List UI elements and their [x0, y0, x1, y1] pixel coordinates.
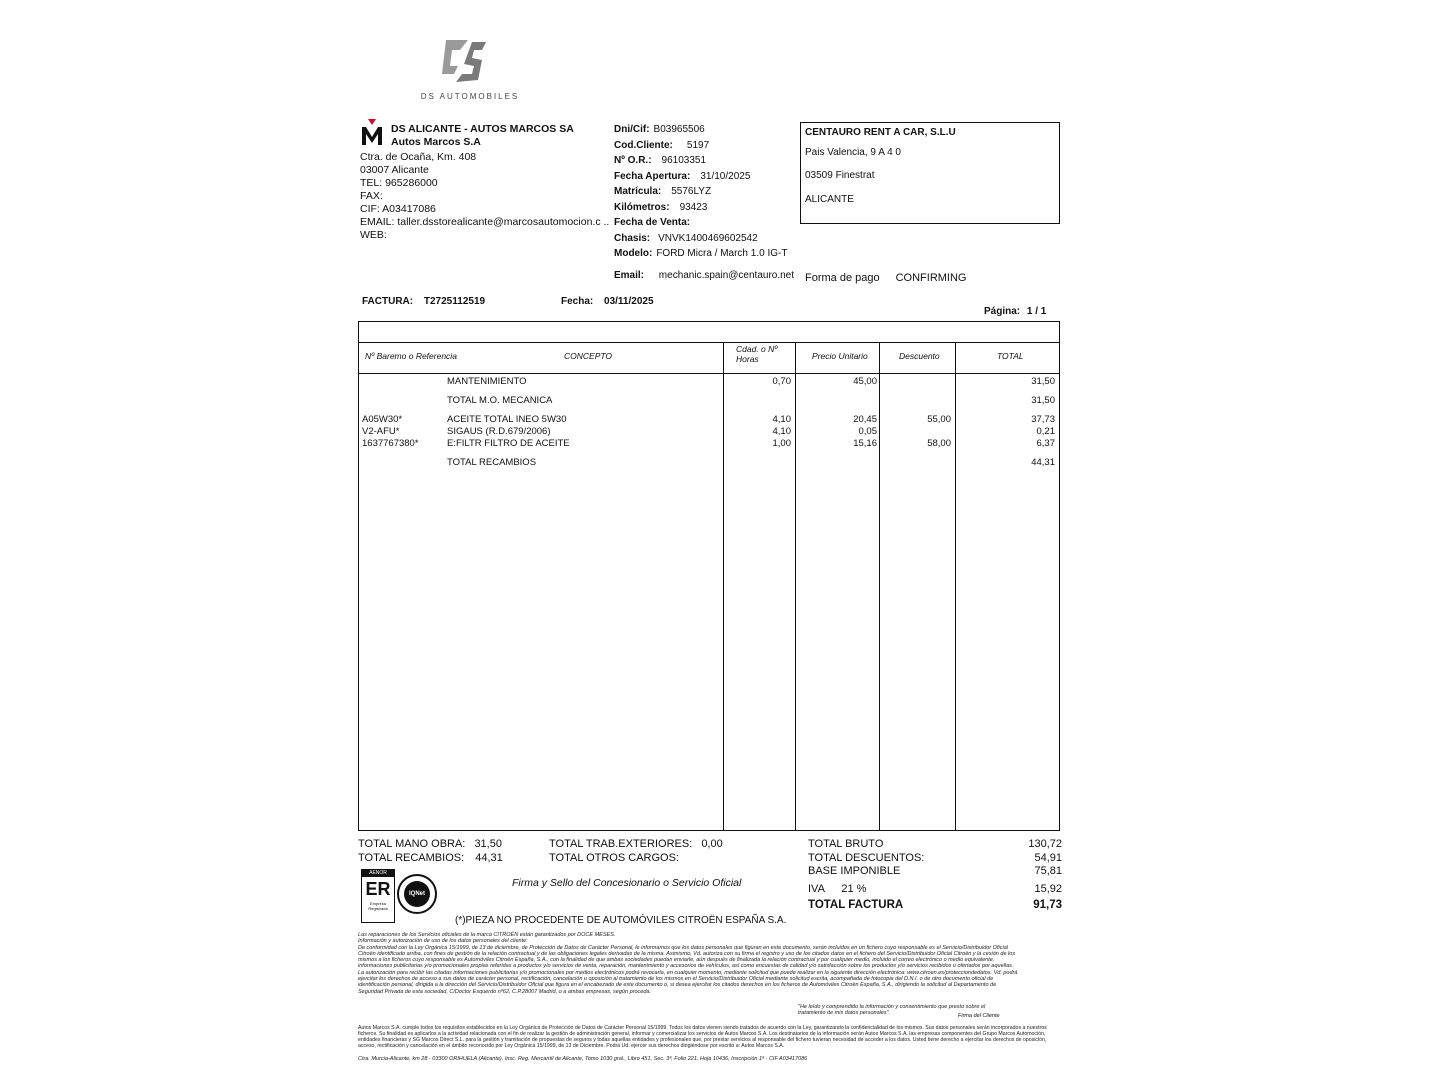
invoice-number — [362, 296, 485, 307]
table-col-divider — [955, 342, 956, 830]
chasis-value: VNVK1400469602542 — [658, 232, 758, 244]
dealer-subname: Autos Marcos S.A — [391, 136, 481, 148]
brand-logo-text: DS AUTOMOBILES — [420, 92, 520, 101]
dealer-tel: TEL: 965286000 — [360, 177, 438, 189]
row-cdad: 0,70 — [772, 376, 791, 387]
client-email-value: mechanic.spain@centauro.net — [658, 270, 795, 281]
payment-value: CONFIRMING — [895, 272, 967, 284]
iqnet-label: IQNet — [404, 881, 430, 907]
kilometros-label: Kilómetros: — [614, 201, 670, 213]
aenor-er-certificate — [361, 869, 395, 923]
matricula-label: Matrícula: — [614, 186, 662, 197]
fecha-apertura-value: 31/10/2025 — [700, 170, 751, 182]
row-concepto: TOTAL M.O. MECANICA — [447, 395, 553, 406]
row-precio: 45,00 — [853, 376, 877, 387]
modelo-value: FORD Micra / March 1.0 IG-T — [656, 248, 788, 259]
row-ref: 1637767380* — [362, 438, 419, 449]
matricula-value: 5576LYZ — [671, 186, 712, 197]
client-email-label: Email: — [614, 270, 645, 281]
aenor-label: AENOR — [362, 870, 394, 877]
fecha-venta-label: Fecha de Venta: — [614, 217, 691, 228]
row-total: 31,50 — [1031, 395, 1055, 406]
row-total: 37,73 — [1031, 414, 1055, 425]
fecha-apertura-label: Fecha Apertura: — [614, 170, 691, 182]
iva-label — [808, 883, 866, 895]
row-cdad: 1,00 — [772, 438, 791, 449]
client-line2: 03509 Finestrat — [805, 170, 875, 181]
pieza-note: (*)PIEZA NO PROCEDENTE DE AUTOMÓVILES CITROËN ESPAÑA S.A. — [455, 915, 787, 926]
row-concepto: SIGAUS (R.D.679/2006) — [447, 426, 551, 437]
mano-obra-label: TOTAL MANO OBRA: — [358, 838, 466, 850]
client-address-box — [800, 122, 1060, 224]
chasis-label: Chasis: — [614, 232, 651, 244]
header-concepto: CONCEPTO — [564, 351, 613, 361]
row-concepto: ACEITE TOTAL INEO 5W30 — [447, 414, 567, 425]
row-descuento: 55,00 — [927, 414, 951, 425]
client-email-row — [614, 270, 794, 281]
legal-warranty: Las reparaciones de los Servicios oficiales de la marca CITROËN están garantizados por DOCE MESES. — [358, 932, 616, 938]
total-factura-value: 91,73 — [1033, 899, 1062, 911]
row-precio: 0,05 — [858, 426, 877, 437]
iva-percent: 21 % — [841, 883, 867, 895]
recambios-label: TOTAL RECAMBIOS: — [358, 852, 465, 864]
dealer-address2: 03007 Alicante — [360, 164, 429, 176]
iva-text: IVA — [808, 883, 825, 895]
table-divider — [359, 342, 1059, 343]
pagina-value: 1 / 1 — [1026, 306, 1047, 317]
header-precio: Precio Unitario — [812, 351, 868, 361]
row-total: 31,50 — [1031, 376, 1055, 387]
legal-data-protection: Autos Marcos S.A. cumple todos los requisitos establecidos en la Ley Orgánica de Protección de Datos de Carácter Personal 15/1999. Todos los datos vienen siendo tratados de acuerdo con la Ley, garantizando la confidencialidad de los mismos. Sus datos personales serán incorporados a nuestros ficheros. Su finalidad es aplicarlos a la actividad relacionada con el fin de realizar la gestión de administración general, informar y comercializar los servicios de Autos Marcos S.A. Los destinatarios de la información serán Autos Marcos S.A. las empresas componentes del Grupo Marcos Automoción, entidades financieras y SG Marcos Direct S.L. para la gestión y tramitación de propuestas de seguros y todas aquellas entidades y profesionales que, por prestar servicios al responsable del fichero tuvieran necesidad de acceder a los datos. Usted tiene derecho a ejercitar los derechos de oposición, acceso, rectificación y cancelación en el ámbito reconocido por Ley Orgánica 15/1999, de 13 de Diciembre. Podrá Ud. ejercer sus derechos dirigiéndose por escrito a: Autos Marcos S.A. — [358, 1025, 1047, 1049]
total-descuentos-label: TOTAL DESCUENTOS: — [808, 852, 925, 864]
total-trab-exteriores — [549, 838, 723, 850]
modelo-label: Modelo: — [614, 248, 653, 259]
firma-cliente-label: Firma del Cliente — [958, 1013, 1000, 1019]
legal-footer: Ctra. Murcia-Alicante, km 28 · 03300 ORIHUELA (Alicante). Insc. Reg. Mercantil de Alicante, Tomo 1030 gral., Libro 451, Sec. 3ª, Folio 221, Hoja 10436, Inscripción 1ª · CIF A03417086 — [358, 1056, 808, 1062]
total-recambios — [358, 852, 503, 864]
row-total: 0,21 — [1036, 426, 1055, 437]
client-line3: ALICANTE — [805, 194, 854, 205]
dni-value: B03965506 — [653, 124, 705, 135]
factura-value: T2725112519 — [423, 296, 486, 307]
table-col-divider — [879, 342, 880, 830]
legal-consent: "He leído y comprendido la información y consentimiento que presto sobre el tratamiento de mis datos personales". — [798, 1004, 986, 1017]
fecha-label: Fecha: — [561, 296, 594, 307]
row-ref: A05W30* — [362, 414, 403, 425]
total-descuentos-value: 54,91 — [1034, 852, 1062, 864]
base-imponible-value: 75,81 — [1034, 865, 1062, 877]
er-mark: ER — [365, 879, 391, 899]
kilometros-value: 93423 — [679, 201, 708, 213]
er-subtext: Empresa Registrada — [368, 901, 388, 911]
invoice-table — [358, 321, 1060, 831]
total-bruto-label: TOTAL BRUTO — [808, 838, 884, 850]
row-concepto: E:FILTR FILTRO DE ACEITE — [447, 438, 570, 449]
dealer-contact — [360, 151, 609, 242]
legal-heading: Información y autorización de uso de los datos personales del cliente: — [358, 938, 528, 945]
iva-value: 15,92 — [1034, 883, 1062, 895]
header-descuento: Descuento — [899, 351, 940, 361]
client-name: CENTAURO RENT A CAR, S.L.U — [805, 127, 956, 138]
row-ref: V2-AFU* — [362, 426, 400, 437]
row-concepto: TOTAL RECAMBIOS — [447, 457, 537, 468]
total-mano-obra — [358, 838, 502, 850]
table-divider — [359, 373, 1059, 374]
payment-label: Forma de pago — [805, 272, 880, 284]
signature-label: Firma y Sello del Concesionario o Servicio Oficial — [512, 877, 742, 889]
page-number — [984, 306, 1046, 317]
dealer-name: DS ALICANTE - AUTOS MARCOS SA — [391, 123, 574, 135]
mano-obra-value: 31,50 — [474, 838, 502, 850]
dni-label: Dni/Cif: — [614, 124, 650, 135]
row-concepto: MANTENIMIENTO — [447, 376, 527, 387]
recambios-value: 44,31 — [475, 852, 503, 864]
dealer-address1: Ctra. de Ocaña, Km. 408 — [360, 151, 477, 163]
pagina-label: Página: — [984, 306, 1021, 317]
row-cdad: 4,10 — [772, 414, 791, 425]
row-total: 44,31 — [1031, 457, 1055, 468]
base-imponible-label: BASE IMPONIBLE — [808, 865, 901, 877]
row-total: 6,37 — [1036, 438, 1055, 449]
row-precio: 20,45 — [853, 414, 877, 425]
or-label: Nº O.R.: — [614, 155, 652, 166]
header-ref: Nº Baremo o Referencia — [365, 351, 457, 361]
payment-method — [805, 272, 967, 284]
fecha-value: 03/11/2025 — [604, 296, 654, 307]
header-total: TOTAL — [997, 351, 1024, 361]
otros-label: TOTAL OTROS CARGOS: — [549, 852, 679, 864]
client-line1: Pais Valencia, 9 A 4 0 — [805, 147, 901, 158]
trab-ext-value: 0,00 — [701, 838, 723, 850]
trab-ext-label: TOTAL TRAB.EXTERIORES: — [549, 838, 693, 850]
dealer-email: EMAIL: taller.dsstorealicante@marcosautomocion.c .. — [360, 216, 610, 228]
dealer-web: WEB: — [360, 229, 387, 241]
vehicle-info — [614, 122, 787, 262]
total-factura-label: TOTAL FACTURA — [808, 899, 904, 911]
row-cdad: 4,10 — [772, 426, 791, 437]
ds-automobiles-logo-icon — [438, 36, 492, 86]
invoice-date — [561, 296, 654, 307]
header-cdad: Cdad. o Nº Horas — [736, 344, 778, 364]
row-precio: 15,16 — [853, 438, 877, 449]
dealer-fax: FAX: — [360, 190, 383, 202]
table-col-divider — [723, 342, 724, 830]
iqnet-certificate — [397, 874, 437, 914]
factura-label: FACTURA: — [362, 296, 414, 307]
row-descuento: 58,00 — [927, 438, 951, 449]
cod-cliente-value: 5197 — [686, 139, 710, 151]
autos-marcos-logo-icon — [360, 119, 384, 145]
total-bruto-value: 130,72 — [1028, 838, 1062, 850]
table-col-divider — [795, 342, 796, 830]
legal-text: De conformidad con la Ley Orgánica 15/1999, de 13 de diciembre, de Protección de Datos de Carácter Personal, le informamos que los datos personales que figuran en este documento, serán incluidos en un fichero cuyo responsable es el Servicio/Distribuidor Oficial Citroën identificado arriba, con fines de gestión de la relación contractual y de las obligaciones legales derivadas de la misma. Asimismo, Vd. autoriza con su firma el registro y uso de los citados datos en el fichero del Servicio/Distribuidor Oficial Citroën y la cesión de los mismos a los ficheros cuyo responsable es Automóviles Citroën España, S.A., con la finalidad de que ambas sociedades puedan enviarle, aún después de finalizada la relación contractual y por cualquier medio, incluido el correo electrónico o medio equivalente, informaciones publicitarias y/o promocionales propias referidas a productos y/o servicios de venta, reparación, mantenimiento y accesorios de vehículos, así como encuestas de calidad y/o satisfacción sobre los productos y/o servicios recibidos u ofertados por aquellas. La autorización para recibir las citadas informaciones publicitarias y/o promocionales por medios electrónicos podrá revocarla, en cualquier momento, mediante solicitud que puede realizar en la siguiente dirección electrónica: www.citroen.es/protecciondedatos. Vd. podrá ejercitar los derechos de acceso a sus datos de carácter personal, rectificación, cancelación u oposición al tratamiento de los mismos en el Servicio/Distribuidor Oficial mediante solicitud escrita, acompañada de fotocopia del D.N.I. o de otro documento oficial de identificación personal, dirigida a la dirección del Servicio/Distribuidor Oficial que figura en el encabezado de este documento o, si desea ejercitar los citados derechos en los ficheros de Automóviles Citroën España, S.A., dirigiendo la solicitud al Departamento de Seguridad Privada de esta sociedad, C/Doctor Esquerdo nº62, C.P.28007 Madrid, o a ambas empresas, según proceda. — [358, 944, 1018, 995]
cod-cliente-label: Cod.Cliente: — [614, 139, 673, 151]
total-otros-cargos — [549, 852, 679, 864]
or-value: 96103351 — [661, 155, 707, 166]
dealer-cif: CIF: A03417086 — [360, 203, 436, 215]
